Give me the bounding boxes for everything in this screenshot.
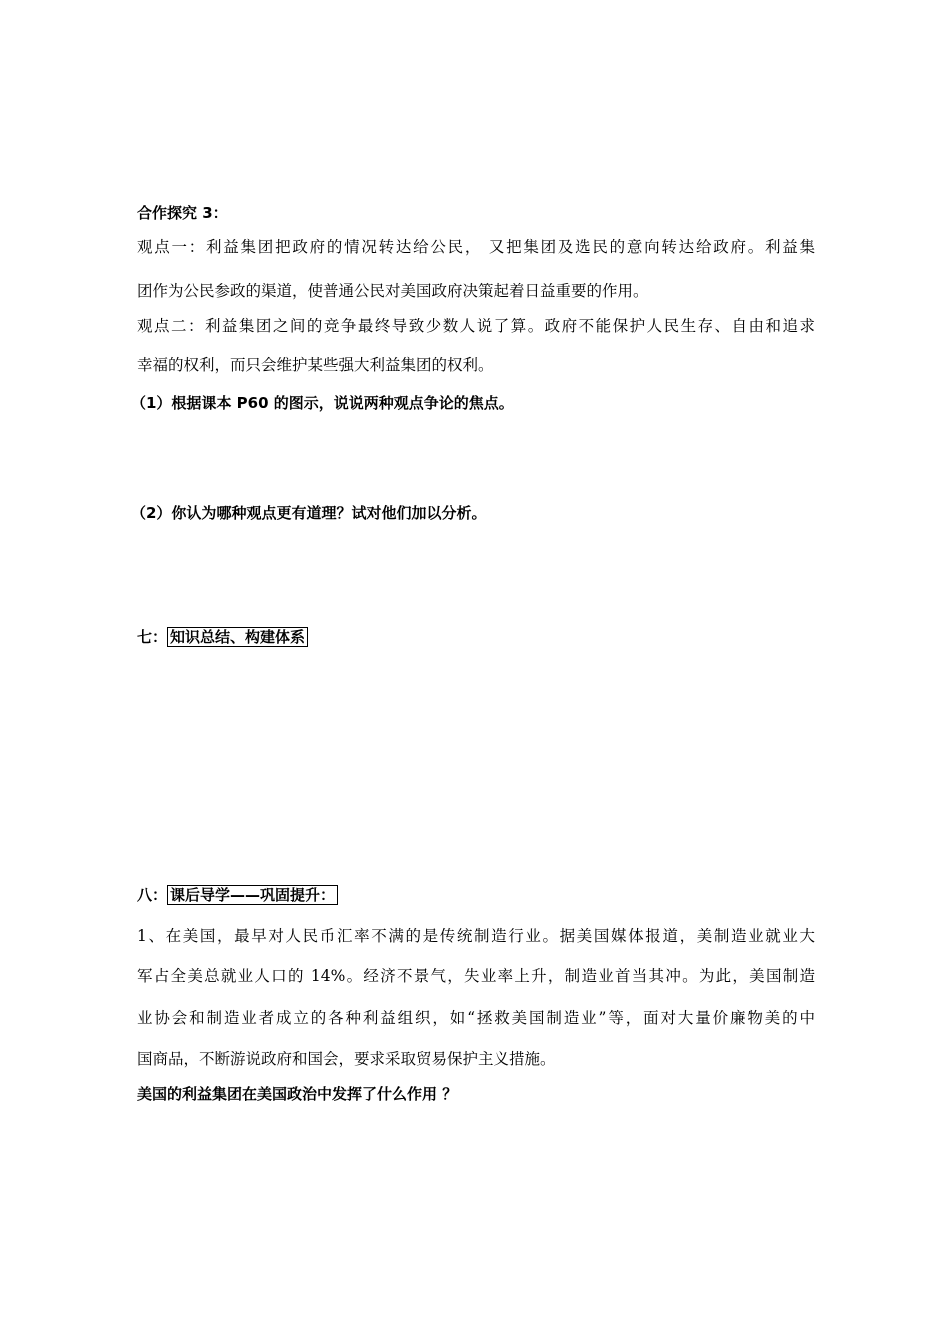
view1-line1: 观点一：利益集团把政府的情况转达给公民， 又把集团及选民的意向转达给政府。利益集 [137, 238, 815, 256]
coop-heading: 合作探究 3： [137, 204, 228, 222]
view2-line2: 幸福的权利，而只会维护某些强大利益集团的权利。 [137, 356, 494, 374]
final-question: 美国的利益集团在美国政治中发挥了什么作用 ？ [137, 1085, 458, 1103]
paragraph-line4: 国商品，不断游说政府和国会，要求采取贸易保护主义措施。 [137, 1050, 556, 1068]
question-1: （1）根据课本 P60 的图示，说说两种观点争论的焦点。 [131, 394, 514, 412]
paragraph-line1: 1、在美国，最早对人民币汇率不满的是传统制造行业。据美国媒体报道，美制造业就业大 [137, 927, 815, 945]
section8-title: 课后导学——巩固提升： [167, 885, 338, 905]
section7-heading [137, 627, 308, 647]
section8-prefix: 八： [137, 886, 168, 904]
section7-title: 知识总结、构建体系 [167, 627, 308, 647]
paragraph-line2: 军占全美总就业人口的 14%。经济不景气，失业率上升，制造业首当其冲。为此，美国制造 [137, 967, 815, 985]
paragraph-line3: 业协会和制造业者成立的各种利益组织，如“拯救美国制造业”等，面对大量价廉物美的中 [137, 1009, 815, 1027]
section7-prefix: 七： [137, 628, 168, 646]
section8-heading [137, 885, 338, 905]
view1-line2: 团作为公民参政的渠道，使普通公民对美国政府决策起着日益重要的作用。 [137, 282, 649, 300]
question-2: （2）你认为哪种观点更有道理？试对他们加以分析。 [131, 504, 487, 522]
view2-line1: 观点二：利益集团之间的竞争最终导致少数人说了算。政府不能保护人民生存、自由和追求 [137, 317, 815, 335]
